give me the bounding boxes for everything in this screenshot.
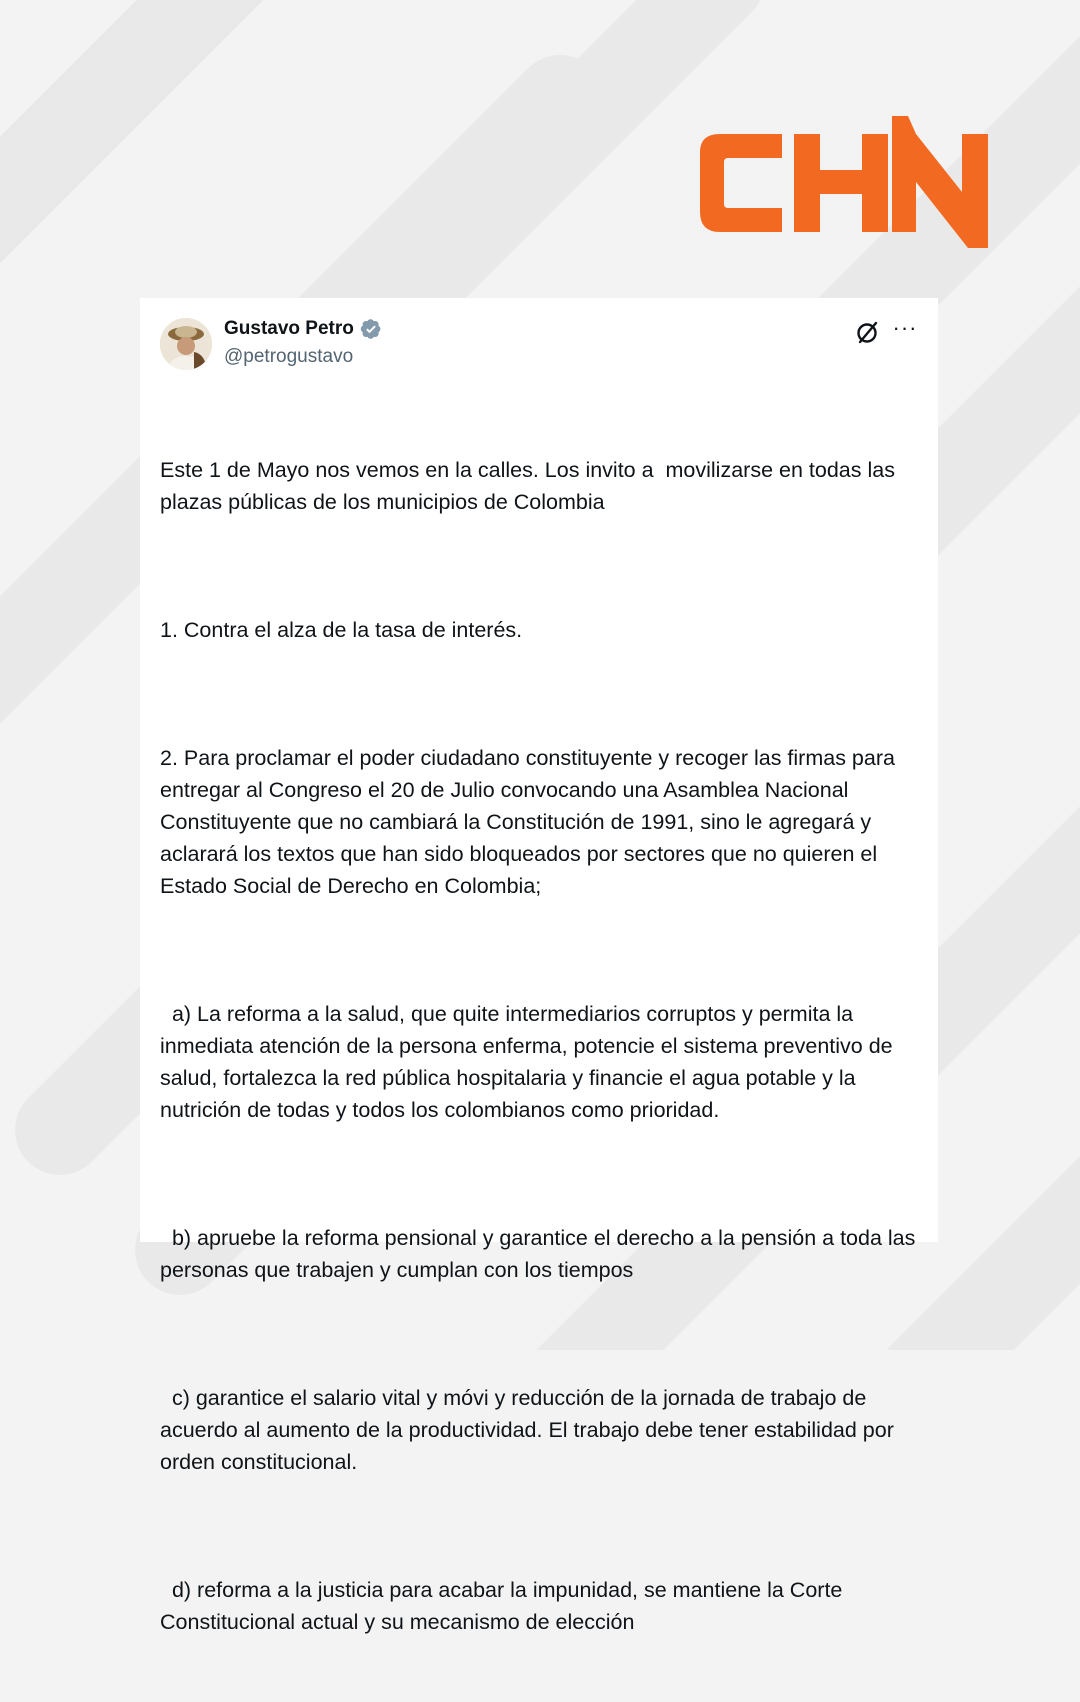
avatar[interactable] bbox=[160, 318, 212, 370]
author-name[interactable]: Gustavo Petro bbox=[224, 318, 354, 339]
tweet-paragraph: a) La reforma a la salud, que quite intermediarios corruptos y permita la inmediata atención de la persona enferma, potencie el sistema preventivo de salud, fortalezca la red pública hospitalaria y financie el agua potable y la nutrición de todas y todos los colombianos como prioridad. bbox=[160, 1002, 899, 1122]
tweet-card bbox=[140, 298, 938, 1634]
verified-badge-icon bbox=[360, 318, 382, 340]
author-handle[interactable]: @petrogustavo bbox=[224, 346, 354, 367]
author-name-row bbox=[224, 318, 382, 340]
more-options-icon[interactable]: ··· bbox=[892, 315, 918, 340]
tweet-paragraph: b) apruebe la reforma pensional y garantice el derecho a la pensión a toda las personas que trabajen y cumplan con los tiempos bbox=[160, 1226, 922, 1282]
tweet-paragraph: 1. Contra el alza de la tasa de interés. bbox=[160, 618, 523, 642]
chn-logo bbox=[696, 112, 992, 252]
avatar-image bbox=[160, 318, 212, 370]
tweet-paragraph: c) garantice el salario vital y móvi y reducción de la jornada de trabajo de acuerdo al aumento de la productividad. El trabajo debe tener estabilidad por orden constitucional. bbox=[160, 1386, 900, 1474]
grok-icon[interactable] bbox=[854, 318, 882, 346]
tweet-paragraph: 2. Para proclamar el poder ciudadano constituyente y recoger las firmas para entregar al Congreso el 20 de Julio convocando una Asamblea Nacional Constituyente que no cambiará la Constitución de 1991, sino le agregará y aclarará los textos que han sido bloqueados por sectores que no quieren el Estado Social de Derecho en Colombia; bbox=[160, 746, 901, 898]
tweet-text bbox=[160, 390, 922, 1702]
tweet-paragraph: Este 1 de Mayo nos vemos en la calles. Los invito a movilizarse en todas las plazas públicas de los municipios de Colombia bbox=[160, 458, 901, 514]
tweet-paragraph: d) reforma a la justicia para acabar la impunidad, se mantiene la Corte Constitucional actual y su mecanismo de elección bbox=[160, 1578, 849, 1634]
